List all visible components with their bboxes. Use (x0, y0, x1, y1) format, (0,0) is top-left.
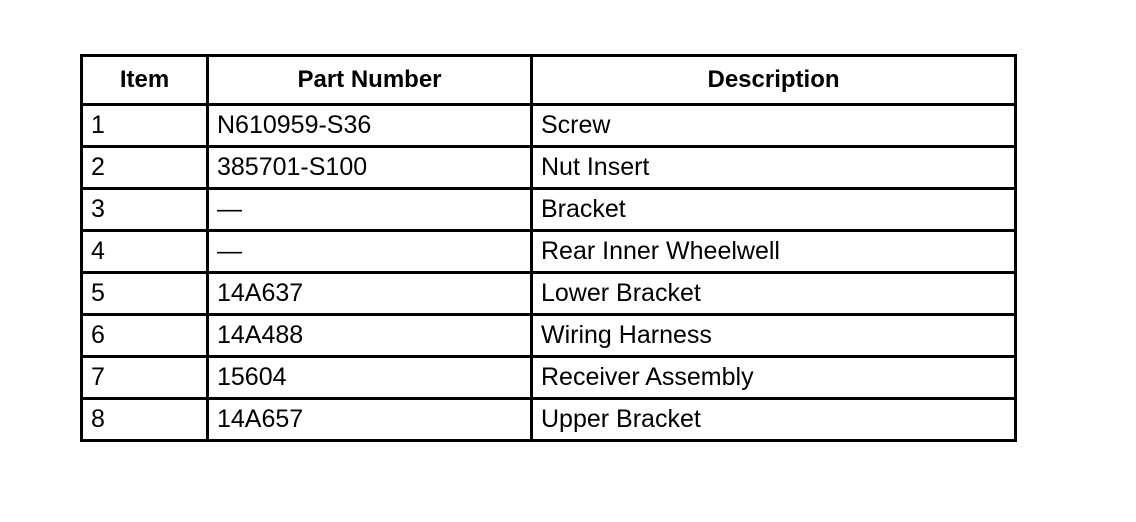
cell-item: 5 (82, 273, 208, 315)
cell-description: Upper Bracket (532, 399, 1016, 441)
header-description: Description (532, 56, 1016, 105)
cell-part-number: — (208, 189, 532, 231)
cell-part-number: 14A637 (208, 273, 532, 315)
cell-description: Nut Insert (532, 147, 1016, 189)
header-item: Item (82, 56, 208, 105)
cell-item: 2 (82, 147, 208, 189)
table-row (82, 315, 1016, 357)
cell-part-number: — (208, 231, 532, 273)
cell-description: Lower Bracket (532, 273, 1016, 315)
table-row (82, 273, 1016, 315)
table-row (82, 399, 1016, 441)
table-row (82, 105, 1016, 147)
cell-description: Screw (532, 105, 1016, 147)
table-row (82, 357, 1016, 399)
table-body (82, 105, 1016, 441)
parts-table (80, 54, 1017, 442)
cell-part-number: N610959-S36 (208, 105, 532, 147)
cell-item: 1 (82, 105, 208, 147)
header-row (82, 56, 1016, 105)
cell-part-number: 15604 (208, 357, 532, 399)
cell-part-number: 14A657 (208, 399, 532, 441)
cell-item: 3 (82, 189, 208, 231)
cell-part-number: 14A488 (208, 315, 532, 357)
header-part-number: Part Number (208, 56, 532, 105)
cell-part-number: 385701-S100 (208, 147, 532, 189)
cell-description: Bracket (532, 189, 1016, 231)
table-header (82, 56, 1016, 105)
cell-item: 6 (82, 315, 208, 357)
table-row (82, 147, 1016, 189)
cell-description: Wiring Harness (532, 315, 1016, 357)
cell-description: Receiver Assembly (532, 357, 1016, 399)
cell-item: 4 (82, 231, 208, 273)
cell-item: 8 (82, 399, 208, 441)
cell-item: 7 (82, 357, 208, 399)
table-row (82, 231, 1016, 273)
cell-description: Rear Inner Wheelwell (532, 231, 1016, 273)
table-row (82, 189, 1016, 231)
